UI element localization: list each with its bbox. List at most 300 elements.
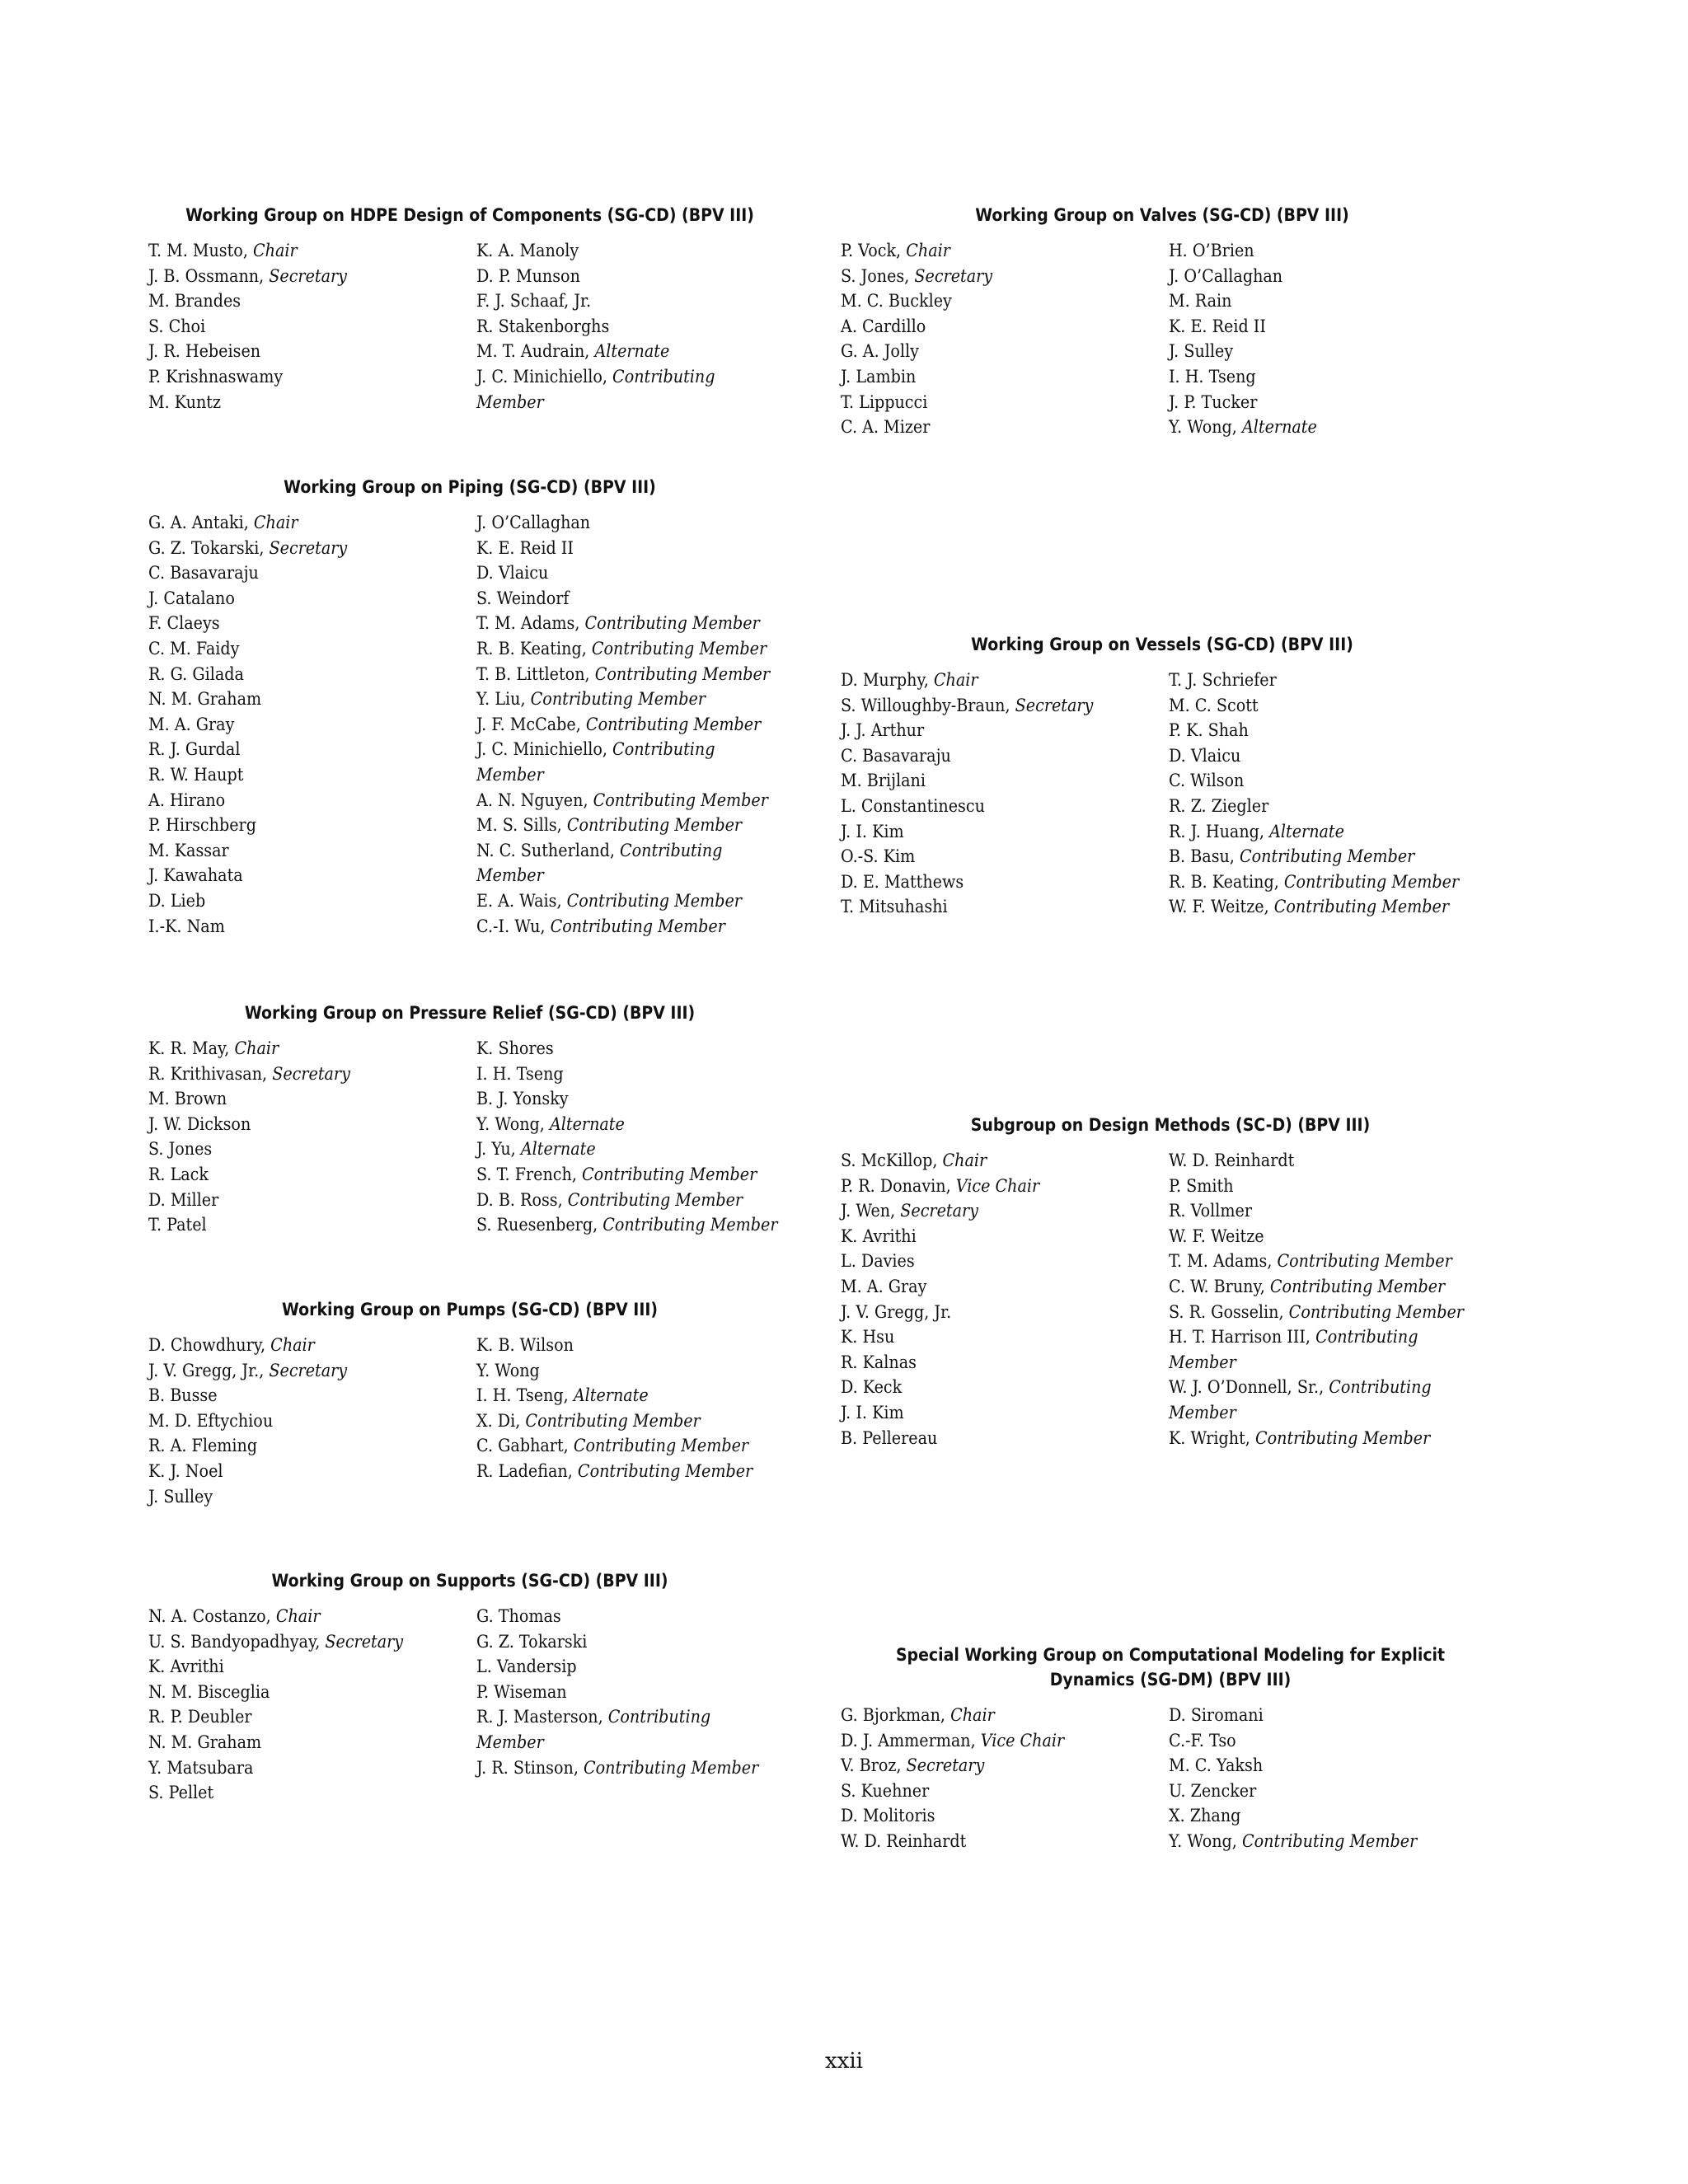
member-name: T. B. Littleton, [476, 663, 590, 685]
member-name: K. E. Reid II [1169, 316, 1266, 337]
member-name: W. D. Reinhardt [841, 1830, 967, 1852]
member-entry [476, 1460, 757, 1485]
member-name: T. M. Adams, [476, 613, 580, 635]
member-name: Y. Wong, [476, 1113, 545, 1135]
member-entry [148, 1705, 440, 1731]
group-heading: Working Group on HDPE Design of Components (SG-CD) (BPV III) [185, 205, 754, 225]
member-column-right [476, 511, 791, 940]
member-name: M. Brijlani [841, 771, 926, 792]
member-entry [841, 315, 1132, 340]
member-name: J. Sulley [148, 1486, 213, 1507]
member-name: B. Pellereau [841, 1427, 938, 1449]
member-role: Alternate [1241, 417, 1317, 438]
member-entry [148, 365, 440, 391]
member-role: Secretary [914, 265, 993, 287]
member-columns [841, 239, 1484, 441]
member-name: M. Rain [1169, 291, 1232, 312]
member-name: M. D. Eftychiou [148, 1410, 274, 1432]
member-role: Contributing [1315, 1327, 1418, 1348]
member-entry [476, 391, 757, 416]
member-entry [476, 789, 768, 814]
member-entry [1169, 1351, 1449, 1376]
member-role: Secretary [906, 1755, 985, 1777]
member-name: M. A. Gray [841, 1276, 927, 1297]
member-entry [1169, 1427, 1449, 1452]
group-heading: Working Group on Pumps (SG-CD) (BPV III) [281, 1300, 659, 1319]
member-entry [476, 1731, 757, 1756]
member-name: N. M. Graham [148, 689, 262, 710]
member-role: Member [1169, 1402, 1236, 1423]
member-name: T. Lippucci [841, 391, 928, 413]
member-entry [841, 289, 1132, 315]
member-entry [148, 1655, 440, 1680]
member-entry [1169, 1149, 1449, 1174]
member-entry [148, 763, 440, 789]
member-role: Alternate [549, 1113, 625, 1135]
member-role: Chair [253, 241, 298, 261]
member-entry [148, 687, 440, 713]
member-entry [1169, 365, 1449, 391]
member-entry [841, 744, 1132, 770]
member-entry [841, 1804, 1132, 1830]
member-entry [148, 1359, 440, 1385]
member-entry [476, 365, 757, 391]
member-entry [148, 1087, 440, 1113]
member-name: R. W. Haupt [148, 764, 244, 785]
member-entry [476, 1188, 757, 1214]
member-entry [148, 340, 440, 365]
member-entry [1169, 1301, 1464, 1326]
member-entry [148, 315, 440, 340]
member-role: Contributing Member [530, 689, 706, 710]
member-role: Chair [942, 1151, 987, 1171]
member-entry [841, 415, 1132, 441]
member-entry [148, 1781, 440, 1807]
member-name: J. Catalano [148, 588, 235, 609]
member-role: Contributing Member [584, 613, 760, 635]
member-entry [476, 1630, 757, 1656]
member-entry [476, 1756, 757, 1782]
group-heading: Subgroup on Design Methods (SC-D) (BPV III) [970, 1115, 1371, 1135]
member-role: Vice Chair [980, 1730, 1065, 1751]
member-name: M. S. Sills, [476, 815, 562, 837]
member-name: C. W. Bruny, [1169, 1276, 1265, 1297]
member-name: C. M. Faidy [148, 638, 240, 659]
member-entry [148, 1630, 440, 1656]
member-name: R. Lack [148, 1164, 209, 1185]
member-entry [1169, 1249, 1452, 1275]
member-name: J. C. Minichiello, [476, 739, 607, 761]
member-name: G. A. Antaki, [148, 513, 249, 533]
member-column-right [476, 1037, 791, 1239]
member-role: Contributing Member [584, 1757, 759, 1779]
member-role: Member [476, 391, 544, 413]
member-name: K. J. Noel [148, 1460, 223, 1482]
member-name: S. R. Gosselin, [1169, 1301, 1284, 1323]
member-name: D. Murphy, [841, 670, 929, 691]
member-entry [841, 1401, 1132, 1427]
member-name: W. F. Weitze [1169, 1226, 1264, 1247]
group-supports [148, 1568, 791, 1807]
member-entry [841, 1225, 1132, 1250]
member-name: I.-K. Nam [148, 916, 225, 937]
member-name: B. J. Yonsky [476, 1089, 569, 1110]
member-role: Vice Chair [955, 1175, 1040, 1197]
member-name: R. Z. Ziegler [1169, 795, 1269, 817]
member-entry [148, 1163, 440, 1188]
member-name: K. B. Wilson [476, 1335, 574, 1356]
member-name: Y. Wong [476, 1360, 540, 1381]
member-entry [148, 391, 440, 416]
member-entry [148, 915, 440, 940]
member-name: X. Di, [476, 1410, 521, 1432]
member-column-right [1169, 668, 1484, 921]
member-name: S. T. French, [476, 1164, 577, 1185]
member-role: Contributing [620, 840, 723, 861]
member-name: D. Miller [148, 1189, 219, 1211]
member-name: D. Keck [841, 1377, 903, 1399]
member-name: K. E. Reid II [476, 537, 574, 559]
member-name: V. Broz, [841, 1755, 902, 1777]
member-role: Contributing Member [591, 638, 767, 659]
member-role: Secretary [269, 1360, 348, 1381]
member-name: R. Krithivasan, [148, 1063, 268, 1085]
member-role: Contributing Member [1241, 1830, 1418, 1852]
member-entry [148, 587, 440, 612]
member-role: Contributing [612, 739, 715, 761]
member-name: S. Weindorf [476, 588, 570, 609]
member-name: J. B. Ossmann, [148, 265, 265, 287]
member-name: T. J. Schriefer [1169, 670, 1277, 691]
member-entry [476, 511, 757, 537]
member-entry [841, 1427, 1132, 1452]
member-name: J. O’Callaghan [1169, 265, 1283, 287]
member-entry [841, 719, 1132, 744]
member-name: S. Willoughby-Braun, [841, 695, 1010, 716]
member-entry [476, 1384, 757, 1409]
member-name: R. A. Fleming [148, 1436, 258, 1457]
member-entry [1169, 239, 1449, 265]
member-entry [841, 1301, 1132, 1326]
member-entry [476, 1213, 778, 1239]
member-entry [476, 265, 757, 290]
member-entry [148, 839, 440, 865]
member-role: Member [1169, 1352, 1236, 1373]
member-name: J. V. Gregg, Jr., [148, 1360, 265, 1381]
member-entry [148, 1731, 440, 1756]
member-name: C. Wilson [1169, 771, 1245, 792]
member-columns [148, 1605, 791, 1807]
member-entry [476, 1409, 757, 1435]
member-name: A. Cardillo [841, 316, 926, 337]
member-entry [476, 839, 757, 865]
member-columns [148, 239, 791, 415]
member-entry [148, 239, 440, 265]
member-role: Chair [950, 1705, 995, 1726]
member-name: N. A. Costanzo, [148, 1606, 271, 1627]
member-name: R. J. Masterson, [476, 1707, 603, 1728]
member-entry [841, 1754, 1132, 1779]
member-role: Member [476, 1732, 544, 1753]
member-entry [476, 915, 757, 940]
member-entry [148, 1409, 440, 1435]
member-name: K. Wright, [1169, 1427, 1250, 1449]
member-entry [148, 1062, 440, 1088]
member-name: B. Busse [148, 1385, 218, 1407]
member-name: C. Basavaraju [841, 745, 951, 766]
member-entry [1169, 415, 1449, 441]
member-name: T. Patel [148, 1215, 207, 1236]
member-entry [148, 1137, 440, 1163]
member-columns [841, 668, 1484, 921]
member-name: S. Pellet [148, 1783, 214, 1804]
member-name: X. Zhang [1169, 1806, 1241, 1827]
member-name: J. I. Kim [841, 821, 904, 842]
member-entry [841, 1729, 1132, 1755]
member-entry [476, 1333, 757, 1359]
member-entry [476, 1163, 757, 1188]
member-name: D. Chowdhury, [148, 1335, 266, 1356]
member-entry [841, 794, 1132, 820]
member-entry [148, 789, 440, 814]
member-entry [1169, 391, 1449, 416]
member-name: J. J. Arthur [841, 720, 925, 742]
member-column-left [148, 1605, 476, 1807]
member-name: D. Vlaicu [1169, 745, 1241, 766]
member-entry [1169, 1704, 1449, 1729]
member-name: H. O’Brien [1169, 241, 1254, 261]
member-entry [148, 1333, 440, 1359]
member-name: F. Claeys [148, 613, 220, 635]
member-role: Contributing Member [1273, 897, 1450, 918]
member-entry [148, 1188, 440, 1214]
member-entry [1169, 895, 1449, 921]
member-entry [841, 769, 1132, 794]
member-entry [148, 511, 440, 537]
member-role: Contributing Member [1288, 1301, 1464, 1323]
member-name: J. W. Dickson [148, 1113, 251, 1135]
member-entry [148, 289, 440, 315]
member-role: Contributing Member [567, 1189, 743, 1211]
member-role: Alternate [573, 1385, 649, 1407]
group-vessels [841, 632, 1484, 921]
member-entry [476, 561, 757, 587]
member-entry [148, 537, 440, 562]
member-entry [841, 820, 1132, 846]
member-name: C. A. Mizer [841, 417, 931, 438]
member-role: Secretary [269, 265, 347, 287]
member-role: Contributing Member [603, 1215, 778, 1236]
member-name: P. Vock, [841, 241, 902, 261]
member-name: C. Basavaraju [148, 563, 259, 584]
member-column-right [1169, 239, 1484, 441]
member-entry [841, 1275, 1132, 1301]
member-entry [1169, 289, 1449, 315]
member-name: G. Thomas [476, 1606, 561, 1627]
member-name: R. G. Gilada [148, 663, 244, 685]
member-name: T. M. Musto, [148, 241, 248, 261]
member-column-right [1169, 1704, 1484, 1855]
member-entry [1169, 820, 1449, 846]
member-name: R. B. Keating, [476, 638, 587, 659]
member-entry [148, 1460, 440, 1485]
member-name: R. J. Gurdal [148, 739, 241, 761]
member-column-right [1169, 1149, 1484, 1451]
member-entry [1169, 1225, 1449, 1250]
member-column-left [148, 1037, 476, 1239]
member-entry [476, 1113, 757, 1138]
member-role: Contributing Member [566, 890, 742, 912]
member-entry [841, 895, 1132, 921]
member-entry [476, 713, 762, 738]
member-entry [476, 1434, 757, 1460]
group-pressure-relief [148, 1001, 791, 1239]
group-heading: Special Working Group on Computational Modeling for Explicit Dynamics (SG-DM) (BPV III) [895, 1645, 1446, 1690]
member-name: D. J. Ammerman, [841, 1730, 976, 1751]
member-entry [841, 1325, 1132, 1351]
member-name: R. J. Huang, [1169, 821, 1265, 842]
member-entry [148, 1037, 440, 1062]
member-entry [148, 663, 440, 688]
member-entry [841, 391, 1132, 416]
member-name: K. Shores [476, 1038, 554, 1059]
member-name: Y. Wong, [1169, 1830, 1237, 1852]
member-role: Member [476, 865, 544, 887]
page-number: xxii [825, 2049, 863, 2074]
member-role: Contributing Member [525, 1410, 701, 1432]
member-entry [1169, 668, 1449, 694]
member-name: U. Zencker [1169, 1780, 1257, 1802]
group-heading: Working Group on Pressure Relief (SG-CD) (BPV III) [244, 1003, 696, 1023]
member-entry [841, 668, 1132, 694]
member-entry [476, 1137, 757, 1163]
member-entry [841, 694, 1132, 719]
member-entry [476, 813, 757, 839]
member-entry [1169, 1275, 1449, 1301]
member-entry [476, 1605, 757, 1630]
member-entry [1169, 694, 1449, 719]
member-name: R. Vollmer [1169, 1201, 1253, 1222]
member-role: Secretary [325, 1631, 404, 1652]
member-role: Contributing Member [573, 1436, 749, 1457]
member-entry [1169, 1830, 1449, 1855]
member-name: J. V. Gregg, Jr. [841, 1301, 952, 1323]
member-name: B. Basu, [1169, 846, 1235, 868]
member-entry [148, 1213, 440, 1239]
member-name: N. M. Bisceglia [148, 1681, 270, 1703]
member-name: G. Bjorkman, [841, 1705, 945, 1726]
member-name: J. P. Tucker [1169, 391, 1258, 413]
member-name: M. Brown [148, 1089, 227, 1110]
member-entry [1169, 1804, 1449, 1830]
member-name: G. A. Jolly [841, 341, 919, 363]
member-entry [841, 239, 1132, 265]
member-entry [148, 1756, 440, 1782]
member-name: J. Yu, [476, 1139, 516, 1160]
member-entry [841, 1149, 1132, 1174]
member-role: Alternate [520, 1139, 596, 1160]
member-name: J. O’Callaghan [476, 513, 591, 533]
member-entry [148, 561, 440, 587]
member-entry [476, 763, 757, 789]
member-entry [148, 738, 440, 763]
member-role: Contributing Member [1240, 846, 1415, 868]
member-name: J. F. McCabe, [476, 714, 581, 735]
member-name: R. Ladefian, [476, 1460, 573, 1482]
member-name: M. C. Scott [1169, 695, 1259, 716]
member-name: G. Z. Tokarski [476, 1631, 588, 1652]
member-role: Alternate [594, 341, 670, 363]
group-heading: Working Group on Piping (SG-CD) (BPV III) [284, 477, 656, 497]
member-role: Chair [234, 1038, 279, 1059]
member-entry [841, 1199, 1132, 1225]
member-entry [148, 1680, 440, 1706]
member-name: S. Choi [148, 316, 206, 337]
group-piping [148, 475, 791, 940]
member-name: R. Kalnas [841, 1352, 917, 1373]
member-entry [1169, 744, 1449, 770]
member-entry [1169, 1325, 1449, 1351]
member-entry [476, 587, 757, 612]
member-name: S. Ruesenberg, [476, 1215, 598, 1236]
member-entry [148, 612, 440, 637]
member-entry [841, 1249, 1132, 1275]
member-columns [841, 1149, 1500, 1451]
group-design-methods [841, 1113, 1500, 1451]
member-entry [841, 870, 1132, 896]
member-name: J. C. Minichiello, [476, 366, 607, 387]
member-name: P. K. Shah [1169, 720, 1249, 742]
member-name: I. H. Tseng [476, 1063, 564, 1085]
member-entry [148, 1113, 440, 1138]
member-column-left [148, 1333, 476, 1510]
member-entry [1169, 719, 1449, 744]
member-entry [476, 289, 757, 315]
member-name: D. Vlaicu [476, 563, 549, 584]
group-heading: Working Group on Vessels (SG-CD) (BPV III) [971, 635, 1353, 654]
group-hdpe-design [148, 203, 791, 415]
member-entry [1169, 265, 1449, 290]
member-role: Contributing Member [550, 916, 725, 937]
member-columns [148, 1333, 791, 1510]
member-role: Contributing Member [566, 815, 743, 837]
member-name: O.-S. Kim [841, 846, 916, 868]
member-name: J. Wen, [841, 1201, 896, 1222]
member-role: Contributing [612, 366, 715, 387]
member-name: D. Molitoris [841, 1806, 935, 1827]
member-name: P. Smith [1169, 1175, 1234, 1197]
member-role: Contributing [1329, 1377, 1432, 1399]
member-name: I. H. Tseng [1169, 366, 1256, 387]
member-name: K. R. May, [148, 1038, 230, 1059]
member-name: K. Hsu [841, 1327, 895, 1348]
member-name: C. Gabhart, [476, 1436, 569, 1457]
member-entry [148, 889, 440, 915]
member-entry [148, 813, 440, 839]
member-name: M. T. Audrain, [476, 341, 590, 363]
member-name: M. Brandes [148, 291, 241, 312]
member-entry [476, 687, 757, 713]
member-name: J. R. Stinson, [476, 1757, 579, 1779]
member-entry [148, 1384, 440, 1409]
member-entry [476, 340, 757, 365]
member-name: D. E. Matthews [841, 871, 964, 893]
member-column-left [148, 239, 476, 415]
member-entry [476, 1359, 757, 1385]
member-name: T. M. Adams, [1169, 1251, 1273, 1272]
member-role: Secretary [900, 1201, 978, 1222]
member-name: J. I. Kim [841, 1402, 904, 1423]
